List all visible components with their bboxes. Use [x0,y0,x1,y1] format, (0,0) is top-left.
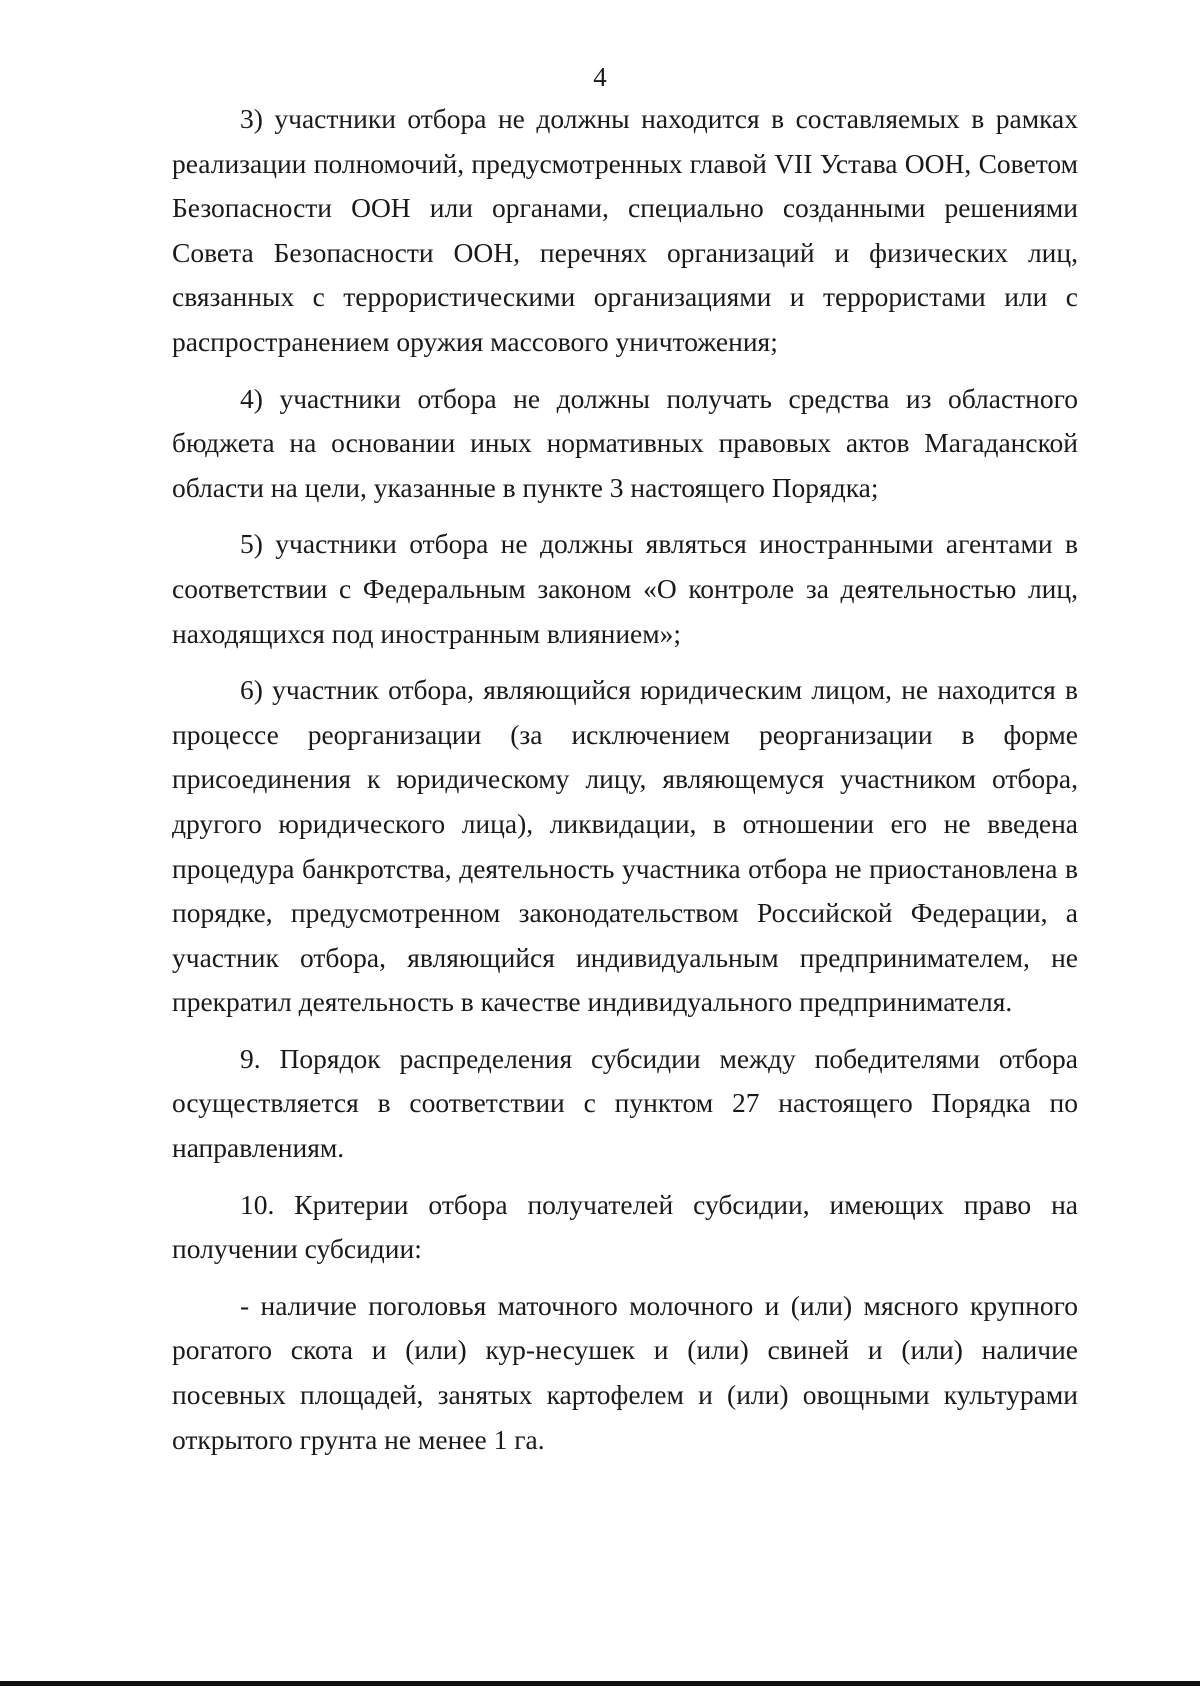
page-number: 4 [593,62,607,92]
paragraph-item-6: 6) участник отбора, являющийся юридическим лицом, не находится в процессе реорганизации (за исключением реорганизации в форме присоединения к юридическому лицу, являющемуся участником отбора, другого юридического лица), ликвидации, в отношении его не введена процедура банкротства, деятельность участника отбора не приостановлена в порядке, предусмотренном законодательством Российской Федерации, а участник отбора, являющийся индивидуальным предпринимателем, не прекратил деятельность в качестве индивидуального предпринимателя. [172,674,1078,1018]
paragraph-point-9: 9. Порядок распределения субсидии между победителями отбора осуществляется в соответствии с пунктом 27 настоящего Порядка по направлениям. [172,1042,1078,1164]
paragraph-item-5: 5) участники отбора не должны являться иностранными агентами в соответствии с Федеральным законом «О контроле за деятельностью лиц, находящихся под иностранным влиянием»; [172,528,1078,649]
paragraph-criteria-item: - наличие поголовья маточного молочного и (или) мясного крупного рогатого скота и (или) кур-несушек и (или) свиней и (или) наличие посевных площадей, занятых картофелем и (или) овощными культурами открытого грунта не менее 1 га. [172,1289,1078,1455]
paragraph-item-4: 4) участники отбора не должны получать средства из областного бюджета на основании иных нормативных правовых актов Магаданской области на цели, указанные в пункте 3 настоящего Порядка; [172,382,1078,503]
document-body [172,97,1078,1474]
bottom-rule [0,1681,1200,1686]
paragraph-item-3: 3) участники отбора не должны находится в составляемых в рамках реализации полномочий, предусмотренных главой VII Устава ООН, Советом Безопасности ООН или органами, специально созданными решениями Совета Безопасности ООН, перечнях организаций и физических лиц, связанных с террористическими организациями и террористами или с распространением оружия массового уничтожения; [172,103,1078,357]
paragraph-point-10: 10. Критерии отбора получателей субсидии, имеющих право на получении субсидии: [172,1188,1078,1265]
